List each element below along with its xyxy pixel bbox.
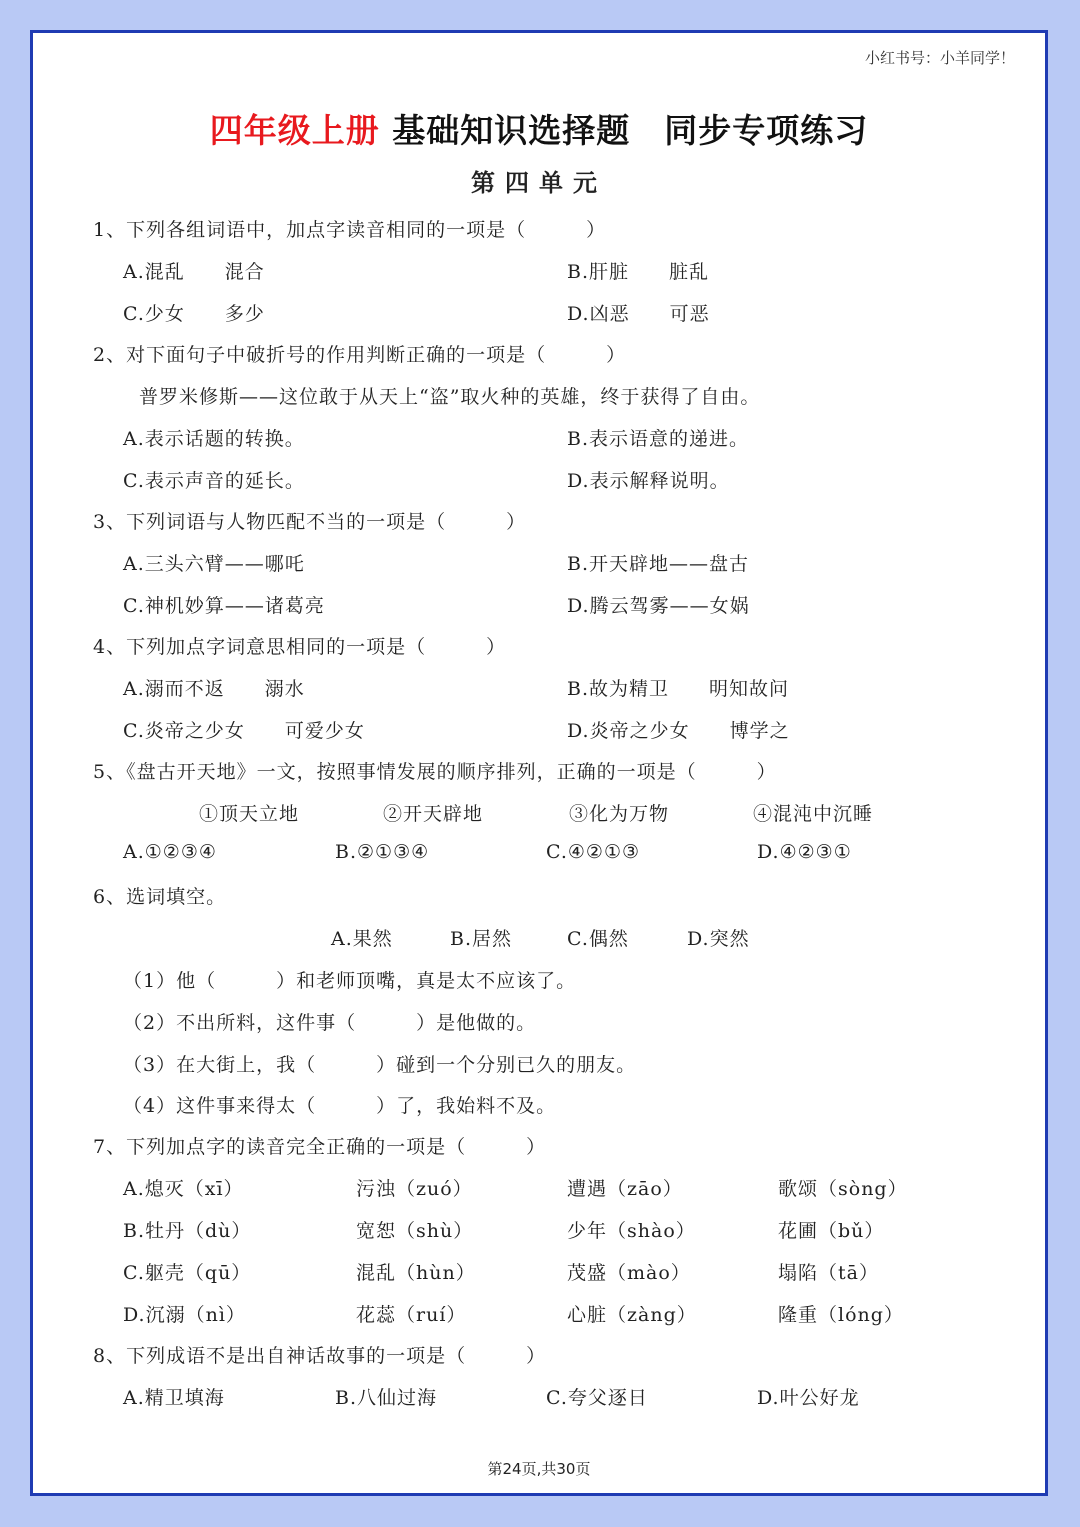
q3-option-c: C.神机妙算——诸葛亮 (123, 595, 325, 617)
q7-cell: 少年（shào） (567, 1220, 696, 1242)
q7-cell: 花蕊（ruí） (356, 1304, 467, 1326)
worksheet-page (30, 30, 1048, 1496)
q1-option-b: B.肝脏 脏乱 (567, 261, 710, 283)
question-5: 5、《盘古开天地》一文，按照事情发展的顺序排列，正确的一项是（ ） (93, 761, 777, 783)
q7-cell: A.熄灭（xī） (123, 1178, 244, 1200)
q7-cell: 塌陷（tā） (778, 1262, 879, 1284)
watermark: 小红书号：小羊同学！ (864, 49, 1015, 67)
q6-word: D.突然 (687, 928, 750, 950)
q7-cell: 混乱（hùn） (356, 1262, 476, 1284)
q6-sentence-3: （3）在大街上，我（ ）碰到一个分别已久的朋友。 (123, 1054, 637, 1076)
q5-option-d: D.④②③① (757, 841, 852, 863)
q7-cell: 心脏（zàng） (567, 1304, 697, 1326)
q4-option-d: D.炎帝之少女 博学之 (567, 720, 790, 742)
q5-item: ④混沌中沉睡 (753, 803, 874, 825)
unit-heading: 第四单元 (471, 169, 607, 197)
q5-option-b: B.②①③④ (335, 841, 430, 863)
q6-sentence-1: （1）他（ ）和老师顶嘴，真是太不应该了。 (123, 970, 577, 992)
q5-option-c: C.④②①③ (546, 841, 641, 863)
title-subject: 基础知识选择题 同步专项练习 (392, 111, 869, 150)
q6-sentence-4: （4）这件事来得太（ ）了，我始料不及。 (123, 1095, 557, 1117)
q2-sentence: 普罗米修斯——这位敢于从天上“盗”取火种的英雄，终于获得了自由。 (139, 386, 761, 408)
q2-option-b: B.表示语意的递进。 (567, 428, 750, 450)
title-grade: 四年级上册 (209, 111, 380, 150)
q2-option-a: A.表示话题的转换。 (123, 428, 305, 450)
q8-option-b: B.八仙过海 (335, 1387, 438, 1409)
q6-word: B.居然 (450, 928, 513, 950)
q2-option-d: D.表示解释说明。 (567, 470, 730, 492)
q8-option-c: C.夸父逐日 (546, 1387, 648, 1409)
q5-item: ③化为万物 (569, 803, 670, 825)
q4-option-a: A.溺而不返 溺水 (123, 678, 305, 700)
q7-cell: 茂盛（mào） (567, 1262, 691, 1284)
q5-item: ①顶天立地 (199, 803, 300, 825)
q7-cell: 花圃（bǔ） (778, 1220, 885, 1242)
q8-option-d: D.叶公好龙 (757, 1387, 860, 1409)
question-2: 2、对下面句子中破折号的作用判断正确的一项是（ ） (93, 344, 627, 366)
q3-option-b: B.开天辟地——盘古 (567, 553, 750, 575)
question-4: 4、下列加点字词意思相同的一项是（ ） (93, 636, 507, 658)
q6-sentence-2: （2）不出所料，这件事（ ）是他做的。 (123, 1012, 537, 1034)
question-7: 7、下列加点字的读音完全正确的一项是（ ） (93, 1136, 547, 1158)
q3-option-d: D.腾云驾雾——女娲 (567, 595, 750, 617)
q8-option-a: A.精卫填海 (123, 1387, 225, 1409)
q7-cell: C.躯壳（qū） (123, 1262, 252, 1284)
q5-item: ②开天辟地 (383, 803, 484, 825)
q7-cell: 污浊（zuó） (356, 1178, 473, 1200)
q7-cell: 隆重（lóng） (778, 1304, 904, 1326)
q1-option-a: A.混乱 混合 (123, 261, 265, 283)
question-6: 6、选词填空。 (93, 886, 227, 908)
q6-word: A.果然 (331, 928, 393, 950)
q7-cell: B.牡丹（dù） (123, 1220, 252, 1242)
q1-option-d: D.凶恶 可恶 (567, 303, 710, 325)
question-8: 8、下列成语不是出自神话故事的一项是（ ） (93, 1345, 547, 1367)
page-title (33, 105, 1045, 152)
question-1: 1、下列各组词语中，加点字读音相同的一项是（ ） (93, 219, 607, 241)
q7-cell: 宽恕（shù） (356, 1220, 474, 1242)
q7-cell: D.沉溺（nì） (123, 1304, 246, 1326)
page-number: 第24页,共30页 (487, 1460, 591, 1478)
q7-cell: 遭遇（zāo） (567, 1178, 683, 1200)
q1-option-c: C.少女 多少 (123, 303, 265, 325)
q4-option-c: C.炎帝之少女 可爱少女 (123, 720, 365, 742)
q5-option-a: A.①②③④ (123, 841, 217, 863)
q4-option-b: B.故为精卫 明知故问 (567, 678, 790, 700)
q2-option-c: C.表示声音的延长。 (123, 470, 305, 492)
q3-option-a: A.三头六臂——哪吒 (123, 553, 305, 575)
q7-cell: 歌颂（sòng） (778, 1178, 908, 1200)
q6-word: C.偶然 (567, 928, 629, 950)
question-3: 3、下列词语与人物匹配不当的一项是（ ） (93, 511, 527, 533)
